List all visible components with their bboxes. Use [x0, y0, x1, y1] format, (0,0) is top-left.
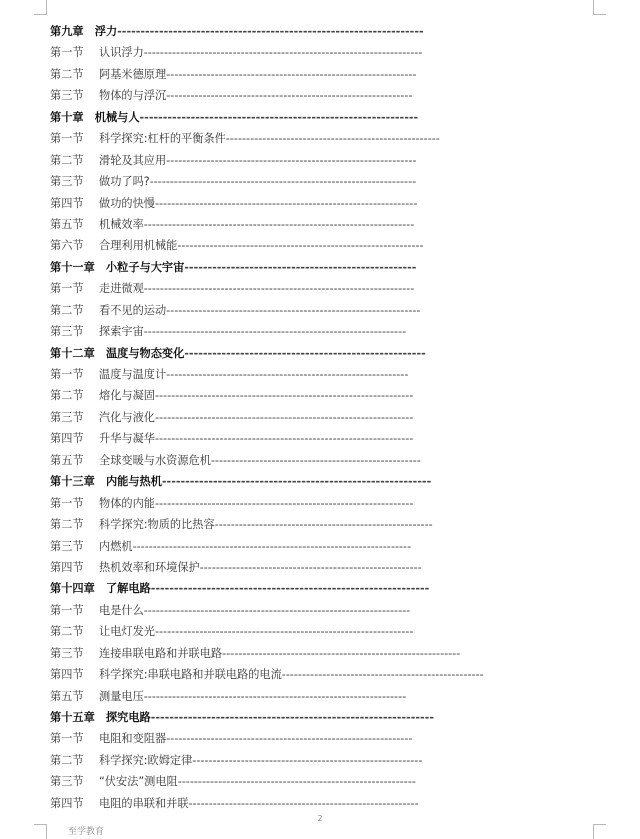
toc-dot-leader: --------------------------------------------------------------------- [143, 46, 423, 60]
toc-section-entry [50, 364, 490, 385]
toc-dot-leader: ---------------------------------------------------- [210, 453, 421, 467]
toc-entry-number: 第三节 [50, 175, 84, 189]
toc-entry-number: 第一节 [50, 46, 84, 60]
toc-entry-title: 测量电压 [99, 689, 144, 703]
toc-dot-leader: ---------------------------------------------------------------- [154, 496, 414, 510]
toc-entry-title: 电阻和变阻器 [99, 732, 167, 746]
toc-dot-leader: --------------------------------------------------------------- [166, 303, 421, 317]
toc-entry-number: 第三节 [50, 410, 84, 424]
toc-section-entry [50, 664, 490, 685]
toc-entry-title: 做功的快慢 [99, 196, 155, 210]
toc-dot-leader: ---------------------------------------------------------- [161, 475, 432, 489]
toc-section-entry [50, 428, 490, 449]
toc-entry-title: 内燃机 [99, 539, 133, 553]
toc-section-entry [50, 600, 490, 621]
toc-entry-title: 小粒子与大宇宙 [105, 260, 185, 274]
toc-entry-number: 第一节 [50, 368, 84, 381]
toc-entry-number: 第二节 [50, 303, 84, 317]
toc-section-entry [50, 64, 490, 85]
toc-entry-number: 第一节 [50, 282, 84, 296]
toc-entry-number: 第五节 [50, 453, 84, 467]
toc-entry-number: 第二节 [50, 67, 84, 81]
toc-dot-leader: ------------------------------------------------------------ [139, 110, 419, 124]
toc-dot-leader: -------------------------------------------------- [184, 260, 417, 274]
toc-entry-number: 第十五章 [50, 711, 95, 724]
toc-dot-leader: ----------------------------------------------------------- [177, 775, 416, 789]
toc-entry-title: 探究电路 [105, 711, 151, 724]
toc-dot-leader: --------------------------------------------------------- [192, 753, 423, 767]
toc-section-entry [50, 450, 490, 471]
toc-dot-leader: ------------------------------------------------------------- [166, 732, 413, 746]
toc-entry-number: 第二节 [50, 753, 84, 767]
toc-section-entry [50, 750, 490, 771]
toc-entry-number: 第二节 [50, 389, 84, 403]
toc-entry-number: 第二节 [50, 518, 84, 532]
crop-mark-top-left [34, 0, 47, 15]
toc-section-entry [50, 686, 490, 707]
table-of-contents [50, 21, 490, 814]
toc-entry-title: 机械与人 [94, 110, 140, 124]
toc-dot-leader: ----------------------------------------------------------------- [143, 325, 407, 339]
toc-entry-title: 汽化与液化 [99, 410, 155, 424]
toc-entry-number: 第三节 [50, 775, 84, 789]
toc-entry-title: 连接串联电路和并联电路 [99, 646, 223, 660]
toc-dot-leader: ------------------------------------------------------------ [166, 368, 409, 381]
toc-entry-number: 第五节 [50, 689, 84, 703]
toc-entry-title: 温度与物态变化 [105, 346, 185, 360]
toc-entry-title: “伏安法”测电阻 [99, 775, 178, 789]
toc-entry-number: 第一节 [50, 603, 84, 617]
toc-entry-number: 第四节 [50, 668, 84, 682]
toc-entry-title: 滑轮及其应用 [99, 153, 167, 167]
toc-dot-leader: ----------------------------------------------------- [225, 132, 440, 146]
toc-entry-number: 第二节 [50, 625, 84, 639]
toc-section-entry [50, 193, 490, 214]
toc-section-entry [50, 235, 490, 256]
toc-dot-leader: ------------------------------------------------------ [214, 518, 433, 532]
toc-chapter-entry [50, 471, 490, 492]
toc-entry-title: 电是什么 [99, 603, 144, 617]
page-number: 2 [317, 814, 323, 823]
toc-entry-number: 第三节 [50, 325, 84, 339]
crop-mark-bottom-right [593, 824, 606, 839]
toc-chapter-entry [50, 107, 490, 128]
toc-section-entry [50, 300, 490, 321]
toc-dot-leader: ------------------------------------------------------------------- [143, 282, 415, 296]
toc-section-entry [50, 150, 490, 171]
toc-entry-title: 探索宇宙 [99, 325, 144, 339]
toc-dot-leader: ----------------------------------------------------------------- [143, 689, 407, 703]
toc-dot-leader: ------------------------------------------------------------------ [143, 603, 411, 617]
toc-section-entry [50, 278, 490, 299]
toc-dot-leader: ------------------------------------------------------------- [177, 239, 424, 253]
toc-dot-leader: ------------------------------------------------------------------ [149, 175, 417, 189]
toc-chapter-entry [50, 343, 490, 364]
toc-dot-leader: ------------------------------------------------------------- [166, 89, 413, 103]
toc-entry-number: 第四节 [50, 432, 84, 446]
toc-dot-leader: ---------------------------------------------------------------- [154, 410, 414, 424]
toc-section-entry [50, 793, 490, 814]
toc-entry-title: 热机效率和环境保护 [99, 560, 200, 574]
toc-section-entry [50, 85, 490, 106]
toc-entry-title: 熔化与凝固 [99, 389, 155, 403]
toc-section-entry [50, 728, 490, 749]
toc-entry-title: 浮力 [94, 25, 118, 38]
toc-entry-title: 内能与热机 [105, 475, 162, 489]
toc-entry-title: 科学探究:串联电路和并联电路的电流 [99, 668, 282, 682]
toc-dot-leader: -------------------------------------------------- [281, 668, 484, 682]
toc-section-entry [50, 171, 490, 192]
toc-entry-title: 科学探究:杠杆的平衡条件 [99, 132, 226, 146]
toc-dot-leader: ---------------------------------------------------- [184, 346, 426, 360]
toc-entry-title: 物体的内能 [99, 496, 155, 510]
toc-entry-title: 科学探究:物质的比热容 [99, 518, 215, 532]
toc-entry-number: 第一节 [50, 732, 84, 746]
toc-dot-leader: ------------------------------------------------------------------ [117, 25, 424, 38]
toc-section-entry [50, 643, 490, 664]
crop-mark-bottom-left [34, 824, 47, 839]
toc-entry-number: 第一节 [50, 132, 84, 146]
toc-section-entry [50, 557, 490, 578]
toc-entry-title: 合理利用机械能 [99, 239, 178, 253]
toc-dot-leader: ------------------------------------------------------------------- [143, 217, 415, 231]
toc-entry-title: 科学探究:欧姆定律 [99, 753, 193, 767]
toc-entry-number: 第十二章 [50, 346, 95, 360]
toc-entry-title: 做功了吗? [99, 175, 150, 189]
toc-entry-number: 第二节 [50, 153, 84, 167]
toc-dot-leader: ------------------------------------------------------------- [150, 711, 434, 724]
toc-entry-title: 让电灯发光 [99, 625, 155, 639]
toc-entry-number: 第三节 [50, 539, 84, 553]
toc-section-entry [50, 493, 490, 514]
toc-entry-title: 物体的与浮沉 [99, 89, 167, 103]
toc-entry-title: 阿基米德原理 [99, 67, 167, 81]
toc-dot-leader: --------------------------------------------------------------------- [132, 539, 412, 553]
toc-section-entry [50, 407, 490, 428]
toc-entry-number: 第十一章 [50, 260, 95, 274]
toc-dot-leader: ---------------------------------------------------------------- [154, 625, 414, 639]
toc-entry-title: 电阻的串联和并联 [99, 796, 189, 810]
toc-entry-title: 看不见的运动 [99, 303, 167, 317]
toc-entry-number: 第十三章 [50, 475, 95, 489]
crop-mark-top-right [593, 0, 606, 15]
toc-section-entry [50, 621, 490, 642]
toc-section-entry [50, 536, 490, 557]
toc-dot-leader: ----------------------------------------------------------- [222, 646, 461, 660]
toc-dot-leader: ---------------------------------------------------------------- [154, 432, 414, 446]
toc-entry-number: 第九章 [50, 25, 84, 38]
toc-section-entry [50, 128, 490, 149]
toc-chapter-entry [50, 21, 490, 42]
toc-entry-number: 第十章 [50, 110, 84, 124]
toc-chapter-entry [50, 578, 490, 599]
toc-section-entry [50, 385, 490, 406]
toc-entry-title: 了解电路 [105, 582, 151, 596]
toc-section-entry [50, 514, 490, 535]
toc-entry-number: 第三节 [50, 646, 84, 660]
toc-entry-title: 温度与温度计 [99, 368, 167, 381]
footer-organization: 至学教育 [68, 827, 105, 837]
toc-entry-title: 全球变暖与水资源危机 [99, 453, 211, 467]
toc-entry-number: 第四节 [50, 560, 84, 574]
toc-chapter-entry [50, 707, 490, 728]
toc-entry-title: 认识浮力 [99, 46, 144, 60]
toc-dot-leader: ------------------------------------------------------- [199, 560, 422, 574]
toc-entry-number: 第四节 [50, 196, 84, 210]
toc-dot-leader: -------------------------------------------------------------- [166, 153, 417, 167]
toc-entry-number: 第十四章 [50, 582, 95, 596]
toc-dot-leader: --------------------------------------------------------- [188, 796, 419, 810]
toc-dot-leader: ---------------------------------------------------------------- [154, 389, 414, 403]
toc-entry-number: 第三节 [50, 89, 84, 103]
toc-section-entry [50, 42, 490, 63]
toc-entry-number: 第四节 [50, 796, 84, 810]
toc-entry-number: 第五节 [50, 217, 84, 231]
toc-section-entry [50, 771, 490, 792]
toc-dot-leader: ------------------------------------------------------------ [150, 582, 430, 596]
toc-section-entry [50, 214, 490, 235]
toc-entry-title: 升华与凝华 [99, 432, 155, 446]
toc-entry-title: 走进微观 [99, 282, 144, 296]
toc-entry-number: 第六节 [50, 239, 84, 253]
toc-dot-leader: -------------------------------------------------------------- [166, 67, 417, 81]
toc-section-entry [50, 321, 490, 342]
toc-chapter-entry [50, 257, 490, 278]
toc-entry-number: 第一节 [50, 496, 84, 510]
toc-entry-title: 机械效率 [99, 217, 144, 231]
toc-dot-leader: ----------------------------------------------------------------- [154, 196, 418, 210]
